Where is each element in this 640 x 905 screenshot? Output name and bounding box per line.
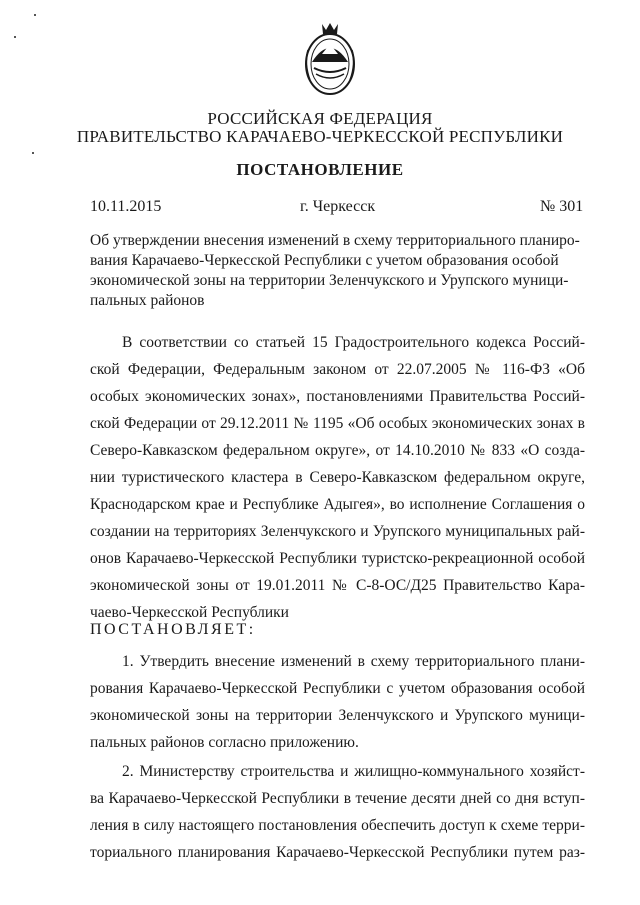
paragraph-line: ления в силу настоящего постановления обеспечить доступ к схеме терри- xyxy=(90,817,585,834)
item-2-paragraph xyxy=(90,758,585,866)
scan-speck xyxy=(32,152,34,154)
paragraph-line: особых экономических зонах», постановлениями Правительства Россий- xyxy=(90,388,585,405)
paragraph-line: чаево-Черкесской Республики xyxy=(90,604,289,621)
paragraph-line: В соответствии со статьей 15 Градостроительного кодекса Россий- xyxy=(122,334,585,351)
scan-speck xyxy=(34,14,36,16)
paragraph-line: ва Карачаево-Черкесской Республики в течение десяти дней со дня вступ- xyxy=(90,790,585,807)
paragraph-line: экономической зоны от 19.01.2011 № С-8-ОС/Д25 Правительство Кара- xyxy=(90,577,585,594)
header-government: ПРАВИТЕЛЬСТВО КАРАЧАЕВО-ЧЕРКЕССКОЙ РЕСПУБЛИКИ xyxy=(76,127,564,146)
document-number: № 301 xyxy=(540,198,584,215)
paragraph-line: экономической зоны на территории Зеленчукского и Урупского муници- xyxy=(90,707,585,724)
paragraph-line: создании на территориях Зеленчукского и Урупского муниципальных рай- xyxy=(90,523,585,540)
title-line: пальных районов xyxy=(90,292,205,309)
preamble-paragraph xyxy=(90,329,585,626)
paragraph-line: рования Карачаево-Черкесской Республики с учетом образования особой xyxy=(90,680,585,697)
document-type: ПОСТАНОВЛЕНИЕ xyxy=(236,160,404,179)
paragraph-line: ториального планирования Карачаево-Черкесской Республики путем раз- xyxy=(90,844,585,861)
header-federation: РОССИЙСКАЯ ФЕДЕРАЦИЯ xyxy=(207,109,433,128)
paragraph-line: онов Карачаево-Черкесской Республики туристско-рекреационной особой xyxy=(90,550,585,567)
document-date: 10.11.2015 xyxy=(90,198,162,215)
paragraph-line: Краснодарском крае и Республике Адыгея», во исполнение Соглашения о xyxy=(90,496,585,513)
item-1-paragraph xyxy=(90,648,585,756)
document-title xyxy=(90,231,590,311)
resolves-heading: ПОСТАНОВЛЯЕТ: xyxy=(90,621,256,638)
title-line: экономической зоны на территории Зеленчукского и Урупского муници- xyxy=(90,272,569,289)
paragraph-line: ской Федерации от 29.12.2011 № 1195 «Об особых экономических зонах в xyxy=(90,415,585,432)
paragraph-line: пальных районов согласно приложению. xyxy=(90,734,359,751)
paragraph-line: ской Федерации, Федеральным законом от 22.07.2005 № 116-ФЗ «Об xyxy=(90,361,585,378)
paragraph-line: 1. Утвердить внесение изменений в схему территориального плани- xyxy=(122,653,585,670)
paragraph-line: нии туристического кластера в Северо-Кавказском федеральном округе, xyxy=(90,469,585,486)
document-city: г. Черкесск xyxy=(300,198,376,215)
title-line: Об утверждении внесения изменений в схему территориального планиро- xyxy=(90,232,580,249)
coat-of-arms-icon xyxy=(300,20,360,100)
scan-speck xyxy=(14,36,16,38)
paragraph-line: Северо-Кавказском федеральном округе», от 14.10.2010 № 833 «О созда- xyxy=(90,442,585,459)
paragraph-line: 2. Министерству строительства и жилищно-коммунального хозяйст- xyxy=(122,763,585,780)
title-line: вания Карачаево-Черкесской Республики с учетом образования особой xyxy=(90,252,559,269)
